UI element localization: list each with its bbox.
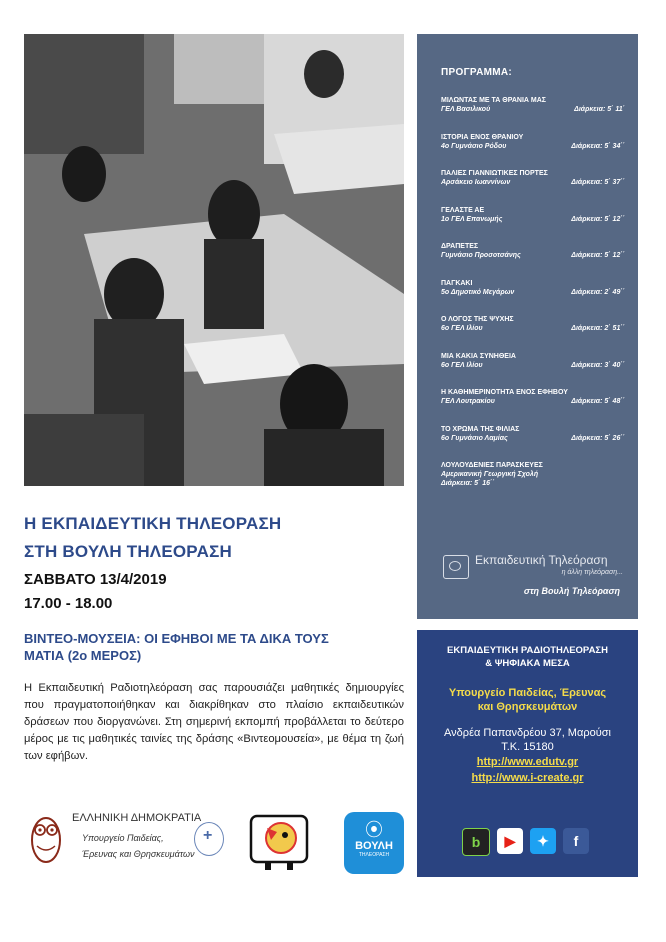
youtube-icon[interactable]: ▶	[497, 828, 523, 854]
show-title-line1: ΒΙΝΤΕΟ-ΜΟΥΣΕΙΑ: ΟΙ ΕΦΗΒΟΙ ΜΕ ΤΑ ΔΙΚΑ ΤΟΥΣ	[24, 631, 329, 646]
program-item-duration: Διάρκεια: 5΄ 12΄΄	[571, 215, 625, 223]
classroom-photo-illustration	[24, 34, 404, 486]
broadcast-datetime	[24, 568, 167, 616]
tv-icon	[443, 555, 469, 579]
social-icons	[462, 828, 589, 856]
program-item	[441, 133, 627, 170]
classroom-photo	[24, 34, 404, 486]
page-title	[24, 510, 281, 566]
program-item-school: 5ο Δημοτικό Μεγάρων	[441, 288, 515, 296]
show-title	[24, 630, 406, 664]
vouli-logo-sub: ΤΗΛΕΟΡΑΣΗ	[358, 852, 390, 858]
edutv-tv-logo-icon	[247, 810, 311, 872]
program-item	[441, 425, 627, 462]
program-item-title: ΠΑΓΚΑΚΙ	[441, 279, 473, 287]
program-item-duration: Διάρκεια: 5΄ 12΄΄	[571, 252, 625, 259]
program-item-duration: Διάρκεια: 5΄ 37΄΄	[571, 179, 625, 186]
ministry-logo-line2: Υπουργείο Παιδείας,	[82, 833, 164, 843]
program-item-school: 4ο Γυμνάσιο Ρόδου	[441, 142, 507, 150]
address-postcode: Τ.Κ. 15180	[501, 741, 554, 753]
edutv-logo-name: Εκπαιδευτική Τηλεόραση	[475, 553, 608, 567]
greek-seal-icon	[194, 822, 224, 856]
edutv-logo	[443, 553, 633, 587]
ministry-name-line2: και Θρησκευμάτων	[477, 701, 578, 713]
program-item-school: ΓΕΛ Βασιλικού	[441, 106, 491, 113]
program-item-duration: Διάρκεια: 5΄ 11΄	[574, 106, 625, 113]
contact-heading-line2: & ΨΗΦΙΑΚΑ ΜΕΣΑ	[485, 658, 570, 669]
icreate-link[interactable]: http://www.i-create.gr	[471, 772, 584, 784]
program-item-duration: Διάρκεια: 5΄ 26΄΄	[571, 434, 625, 442]
program-item-school: ΓΕΛ Λουτρακίου	[441, 398, 495, 405]
broadcast-time: 17.00 - 18.00	[24, 595, 113, 612]
program-item-duration: Διάρκεια: 5΄ 16΄΄	[441, 480, 495, 487]
program-item-school: 6ο ΓΕΛ Ιλίου	[441, 325, 483, 332]
ministry-logo-lines	[82, 830, 194, 862]
program-item-duration: Διάρκεια: 3΄ 40΄΄	[571, 361, 625, 369]
program-item	[441, 169, 627, 206]
program-item	[441, 96, 627, 133]
page-title-line2: ΣΤΗ ΒΟΥΛΗ ΤΗΛΕΟΡΑΣΗ	[24, 542, 232, 561]
program-item-title: ΓΕΛΑΣΤΕ ΑΕ	[441, 206, 485, 214]
ministry-logo-line3: Έρευνας και Θρησκευμάτων	[82, 849, 195, 859]
program-item-duration: Διάρκεια: 2΄ 51΄΄	[571, 325, 625, 332]
ministry-logo	[24, 808, 224, 878]
show-description: Η Εκπαιδευτική Ραδιοτηλεόραση σας παρουσιάζει μαθητικές δημιουργίες που πραγματοποιήθηκαν και διακρίθηκαν στο πλαίσιο εκπαιδευτικών δράσεων που διοργανώνει. Στη σημερινή εκπομπή προβάλλεται το δεύτερο μέρος με τις μαθητικές ταινίες της δράσης «Βιντεομουσεία», με θέμα τη ζωή των εφήβων.	[24, 682, 404, 762]
program-item-school: 1ο ΓΕΛ Επανωμής	[441, 215, 503, 223]
program-item-school: 6ο Γυμνάσιο Λαμίας	[441, 434, 508, 442]
b-icon[interactable]: b	[462, 828, 490, 856]
contact-panel	[417, 630, 638, 877]
program-item-duration: Διάρκεια: 5΄ 48΄΄	[571, 398, 625, 405]
program-item-title: Ο ΛΟΓΟΣ ΤΗΣ ΨΥΧΗΣ	[441, 316, 514, 323]
twitter-icon[interactable]: ✦	[530, 828, 556, 854]
contact-heading	[417, 644, 638, 670]
program-item-duration: Διάρκεια: 2΄ 49΄΄	[571, 288, 625, 296]
contact-address	[417, 726, 638, 754]
program-item-title: ΜΙΛΩΝΤΑΣ ΜΕ ΤΑ ΘΡΑΝΙΑ ΜΑΣ	[441, 97, 547, 104]
vouli-logo-name: ΒΟΥΛΗ	[355, 840, 393, 852]
vouli-tv-line: στη Βουλή Τηλεόραση	[523, 586, 620, 596]
program-heading: ΠΡΟΓΡΑΜΜΑ:	[441, 67, 513, 78]
program-item-title: ΜΙΑ ΚΑΚΙΑ ΣΥΝΗΘΕΙΑ	[441, 352, 516, 360]
program-item-title: ΛΟΥΛΟΥΔΕΝΙΕΣ ΠΑΡΑΣΚΕΥΕΣ	[441, 462, 543, 469]
show-title-line2: ΜΑΤΙΑ (2ο ΜΕΡΟΣ)	[24, 648, 142, 663]
edutv-logo-slogan: η άλλη τηλεόραση...	[561, 569, 623, 576]
program-list	[441, 96, 627, 498]
program-item-school: 6ο ΓΕΛ Ιλίου	[441, 361, 483, 369]
program-panel	[417, 34, 638, 619]
program-item	[441, 242, 627, 279]
address-street: Ανδρέα Παπανδρέου 37, Μαρούσι	[444, 727, 611, 739]
program-item	[441, 279, 627, 316]
wifi-icon: ⦿	[365, 820, 383, 840]
contact-heading-line1: ΕΚΠΑΙΔΕΥΤΙΚΗ ΡΑΔΙΟΤΗΛΕΟΡΑΣΗ	[447, 645, 608, 656]
program-item	[441, 315, 627, 352]
ministry-name	[417, 686, 638, 714]
program-item-school: Αμερικανική Γεωργική Σχολή	[441, 471, 539, 478]
program-item	[441, 352, 627, 389]
program-item-duration: Διάρκεια: 5΄ 34΄΄	[571, 142, 625, 150]
program-item-title: Η ΚΑΘΗΜΕΡΙΝΟΤΗΤΑ ΕΝΟΣ ΕΦΗΒΟΥ	[441, 389, 568, 396]
program-item	[441, 206, 627, 243]
owl-icon	[29, 810, 63, 868]
program-item-school: Αρσάκειο Ιωαννίνων	[441, 179, 511, 186]
facebook-icon[interactable]: f	[563, 828, 589, 854]
broadcast-date: ΣΑΒΒΑΤΟ 13/4/2019	[24, 571, 167, 588]
program-item-title: ΙΣΤΟΡΙΑ ΕΝΟΣ ΘΡΑΝΙΟΥ	[441, 133, 524, 141]
program-item-title: ΤΟ ΧΡΩΜΑ ΤΗΣ ΦΙΛΙΑΣ	[441, 425, 520, 433]
page-title-line1: Η ΕΚΠΑΙΔΕΥΤΙΚΗ ΤΗΛΕΟΡΑΣΗ	[24, 514, 282, 533]
program-item-title: ΔΡΑΠΕΤΕΣ	[441, 243, 479, 250]
ministry-logo-line1: ΕΛΛΗΝΙΚΗ ΔΗΜΟΚΡΑΤΙΑ	[72, 812, 202, 824]
program-item	[441, 461, 627, 498]
program-item	[441, 388, 627, 425]
ministry-name-line1: Υπουργείο Παιδείας, Έρευνας	[448, 687, 607, 699]
partner-logos	[24, 808, 406, 880]
program-item-title: ΠΑΛΙΕΣ ΓΙΑΝΝΙΩΤΙΚΕΣ ΠΟΡΤΕΣ	[441, 170, 548, 177]
program-item-school: Γυμνάσιο Προσοτσάνης	[441, 252, 521, 259]
edutv-link[interactable]: http://www.edutv.gr	[476, 756, 579, 768]
vouli-tv-logo	[344, 812, 404, 874]
